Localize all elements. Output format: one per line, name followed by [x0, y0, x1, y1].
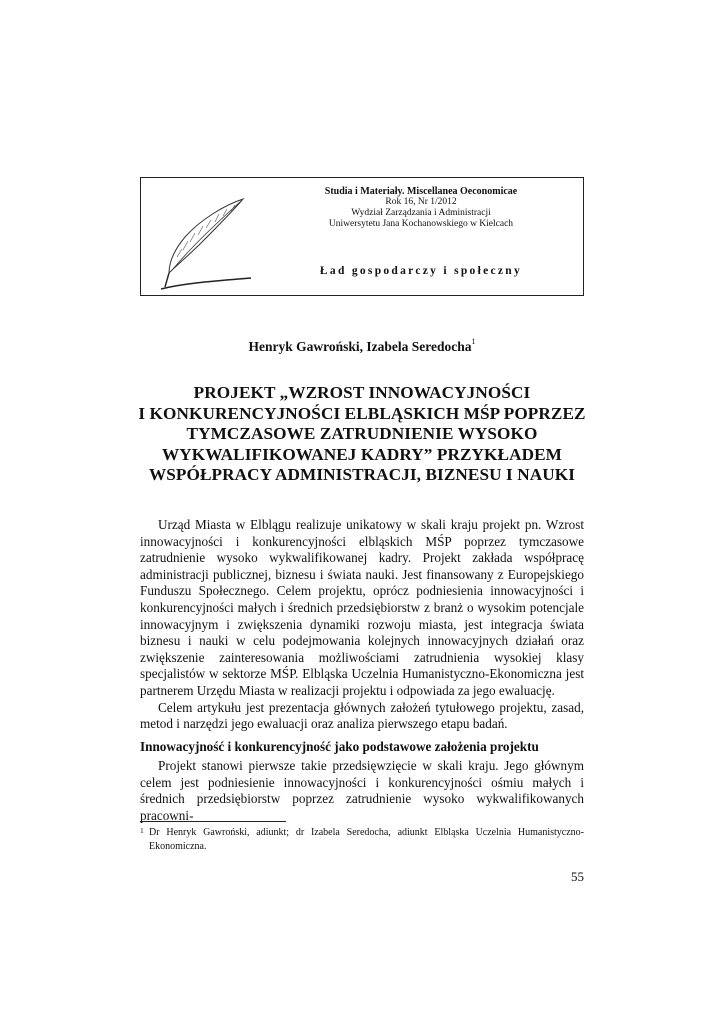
paragraph: Projekt stanowi pierwsze takie przedsięwzięcie w skali kraju. Jego głównym celem jest podniesienie innowacyjności i konkurencyjności ośmiu małych i średnich przedsiębiorstw poprzez zatrudnienie wysoko wykwalifikowanych pracowni-: [140, 758, 584, 823]
author-names: Henryk Gawroński, Izabela Seredocha: [248, 339, 472, 354]
paragraph: Urząd Miasta w Elblągu realizuje unikatowy w skali kraju projekt pn. Wzrost innowacyjności i konkurencyjności elbląskich MŚP poprzez tymczasowe zatrudnienie wysoko wykwalifikowanej kadry. Projekt zakłada współpracę administracji publicznej, biznesu i świata nauki. Jest finansowany z Europejskiego Funduszu Społecznego. Celem projektu, oprócz podniesienia innowacyjności i konkurencyjności małych i średnich przedsiębiorstw z branż o wysokim potencjale innowacyjnym i zwiększenia dynamiki rozwoju miasta, jest integracja świata biznesu i nauki w celu podejmowania kolejnych innowacyjnych działań oraz zwiększenie zainteresowania możliwościami zatrudnienia wysokiej klasy specjalistów w sektorze MŚP. Elbląska Uczelnia Humanistyczno-Ekonomiczna jest partnerem Urzędu Miasta w realizacji projektu i odpowiada za jego ewaluację.: [140, 517, 584, 698]
article-title: [110, 383, 614, 486]
title-line: PROJEKT „WZROST INNOWACYJNOŚCI: [193, 383, 531, 402]
title-line: WSPÓŁPRACY ADMINISTRACJI, BIZNESU I NAUKI: [148, 465, 576, 484]
title-line: TYMCZASOWE ZATRUDNIENIE WYSOKO: [186, 424, 538, 443]
paragraph: Celem artykułu jest prezentacja głównych założeń tytułowego projektu, zasad, metod i narzędzi jego ewaluacji oraz analiza pierwszego etapu badań.: [140, 699, 584, 732]
footnote-mark: 1: [140, 826, 144, 835]
journal-title: Studia i Materiały. Miscellanea Oeconomicae: [324, 186, 518, 197]
page-number: 55: [571, 869, 584, 884]
journal-issue: Rok 16, Nr 1/2012: [385, 197, 457, 207]
introduction-text: [140, 517, 584, 733]
journal-header-box: [140, 177, 584, 296]
author-footnote-ref: 1: [471, 337, 476, 346]
section-text: [140, 758, 584, 824]
author-line: [0, 337, 724, 355]
footnote-text: Dr Henryk Gawroński, adiunkt; dr Izabela Seredocha, adiunkt Elbląska Uczelnia Humanistyczno-Ekonomiczna.: [149, 827, 584, 852]
quill-pen-icon: [155, 195, 255, 293]
section-heading: Innowacyjność i konkurencyjność jako podstawowe założenia projektu: [140, 739, 539, 754]
journal-university: Uniwersytetu Jana Kochanowskiego w Kielcach: [328, 219, 514, 229]
journal-series: Ład gospodarczy i społeczny: [319, 265, 523, 277]
title-line: I KONKURENCYJNOŚCI ELBLĄSKICH MŚP POPRZEZ: [138, 403, 586, 423]
footnote-divider: [140, 821, 286, 822]
title-line: WYKWALIFIKOWANEJ KADRY” PRZYKŁADEM: [161, 444, 563, 464]
journal-info: [276, 186, 566, 230]
journal-faculty: Wydział Zarządzania i Administracji: [351, 208, 491, 218]
footnote: [140, 826, 584, 854]
